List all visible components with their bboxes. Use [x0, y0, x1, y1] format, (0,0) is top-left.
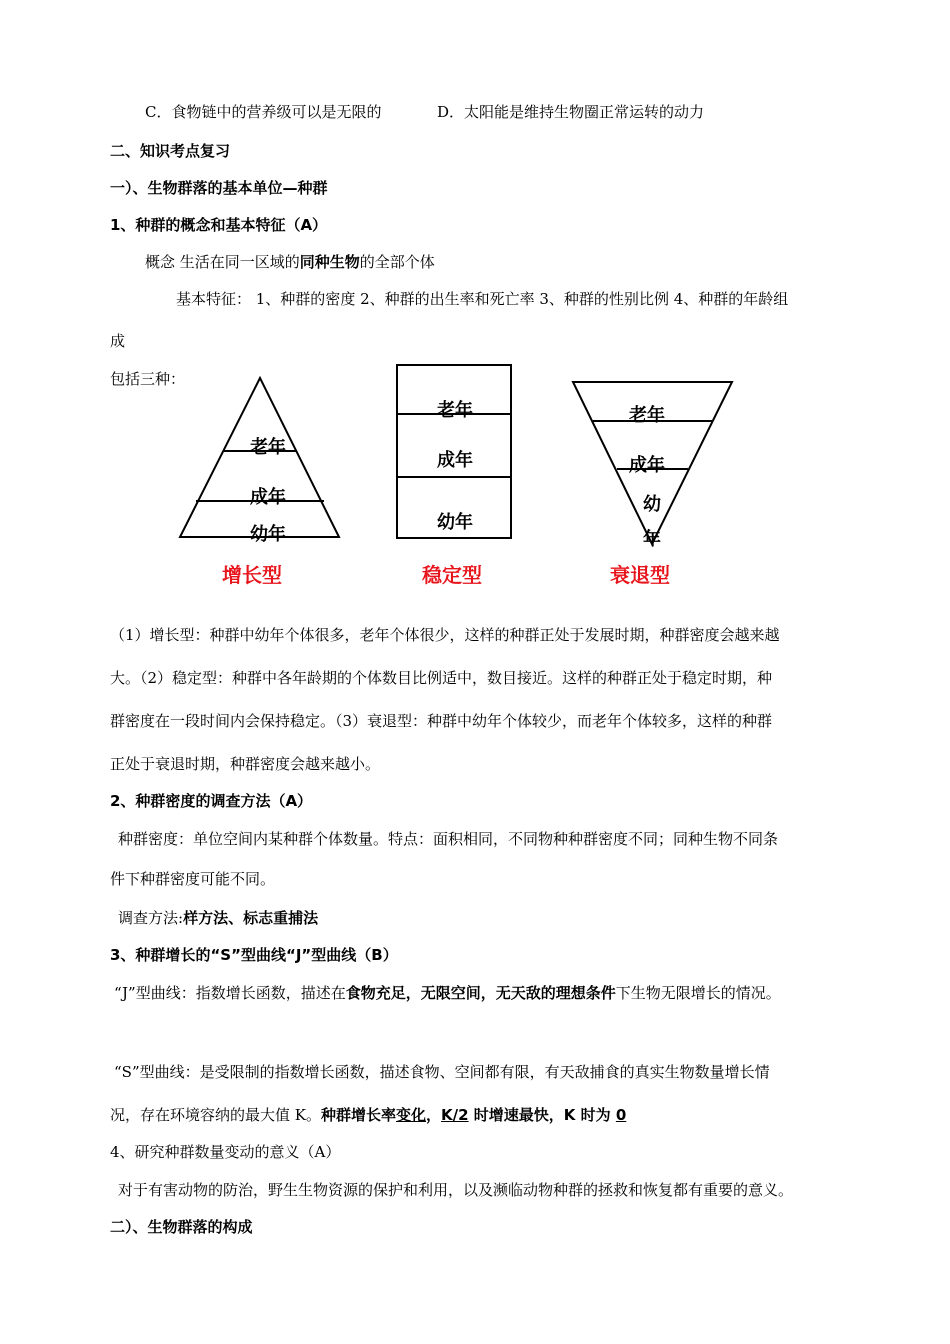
features-line2: 成 — [110, 332, 126, 350]
s-curve-line-1: “S”型曲线：是受限制的指数增长函数，描述食物、空间都有限，有天敌捕食的真实生物数量增长情 — [114, 1063, 770, 1081]
j-suffix: 下生物无限增长的情况。 — [615, 984, 781, 1002]
option-c: C．食物链中的营养级可以是无限的 — [145, 103, 382, 121]
section-two-title: 二、知识考点复习 — [110, 142, 231, 160]
growth-old-label: 老年 — [250, 437, 286, 458]
decline-old-label: 老年 — [629, 405, 665, 426]
method-bold: 样方法、标志重捕法 — [183, 909, 319, 927]
features-line1: 基本特征： 1、种群的密度 2、种群的出生率和死亡率 3、种群的性别比例 4、种群的年龄组 — [176, 290, 789, 308]
option-d: D．太阳能是维持生物圈正常运转的动力 — [437, 103, 705, 121]
item4-title: 4、研究种群数量变动的意义（A） — [110, 1143, 341, 1161]
s-sep: ， — [426, 1106, 442, 1124]
explanation-line-4: 正处于衰退时期，种群密度会越来越小。 — [110, 755, 381, 773]
decline-adult-label: 成年 — [629, 455, 665, 476]
item4-text: 对于有害动物的防治，野生生物资源的保护和利用，以及濒临动物种群的拯救和恢复都有重要的意义。 — [118, 1181, 794, 1199]
s-line2-prefix: 况，存在环境容纳的最大值 K。 — [110, 1106, 321, 1124]
concept-prefix: 概念 生活在同一区域的 — [145, 253, 300, 271]
growth-type-name: 增长型 — [222, 563, 282, 587]
method-prefix: 调查方法: — [118, 909, 184, 927]
method-line — [118, 908, 318, 928]
explanation-line-2: 大。（2）稳定型：种群中各年龄期的个体数目比例适中，数目接近。这样的种群正处于稳定时期，种 — [110, 669, 773, 687]
s-bold-2: 时增速最快，K 时为 — [468, 1106, 616, 1124]
j-bold: 食物充足，无限空间，无天敌的理想条件 — [345, 984, 616, 1002]
s-bold-1: 种群增长率 — [320, 1106, 396, 1124]
stable-type-name: 稳定型 — [422, 563, 482, 587]
decline-type-name: 衰退型 — [610, 563, 670, 587]
density-line-1: 种群密度：单位空间内某种群个体数量。特点：面积相同，不同物种种群密度不同；同种生物不同条 — [118, 830, 779, 848]
s-bold-underline-3: 0 — [615, 1106, 627, 1124]
growth-adult-label: 成年 — [250, 487, 286, 508]
j-prefix: “J”型曲线：指数增长函数，描述在 — [114, 984, 346, 1002]
j-curve-line — [114, 983, 781, 1003]
decline-young-label-2: 年 — [643, 529, 661, 550]
concept-bold: 同种生物 — [299, 253, 360, 271]
part-one-title: 一）、生物群落的基本单位—种群 — [110, 179, 328, 197]
s-curve-line-2 — [110, 1105, 626, 1125]
s-bold-underline-2: K/2 — [441, 1106, 469, 1124]
explanation-line-1: （1）增长型：种群中幼年个体很多，老年个体很少，这样的种群正处于发展时期，种群密度会越来越 — [110, 626, 780, 644]
density-line-2: 件下种群密度可能不同。 — [110, 870, 276, 888]
stable-young-label: 幼年 — [437, 512, 473, 533]
s-bold-underline-1: 变化 — [396, 1106, 427, 1124]
item3-title: 3、种群增长的“S”型曲线“J”型曲线（B） — [110, 946, 398, 964]
item1-title: 1、种群的概念和基本特征（A） — [110, 216, 328, 234]
item2-title: 2、种群密度的调查方法（A） — [110, 792, 313, 810]
concept-suffix: 的全部个体 — [359, 253, 435, 271]
explanation-line-3: 群密度在一段时间内会保持稳定。（3）衰退型：种群中幼年个体较少，而老年个体较多，这样的种群 — [110, 712, 773, 730]
part-two-title: 二）、生物群落的构成 — [110, 1218, 253, 1236]
growth-young-label: 幼年 — [250, 524, 286, 545]
include-three: 包括三种： — [110, 370, 186, 388]
stable-adult-label: 成年 — [437, 450, 473, 471]
stable-old-label: 老年 — [437, 400, 473, 421]
decline-young-label-1: 幼 — [643, 494, 661, 515]
